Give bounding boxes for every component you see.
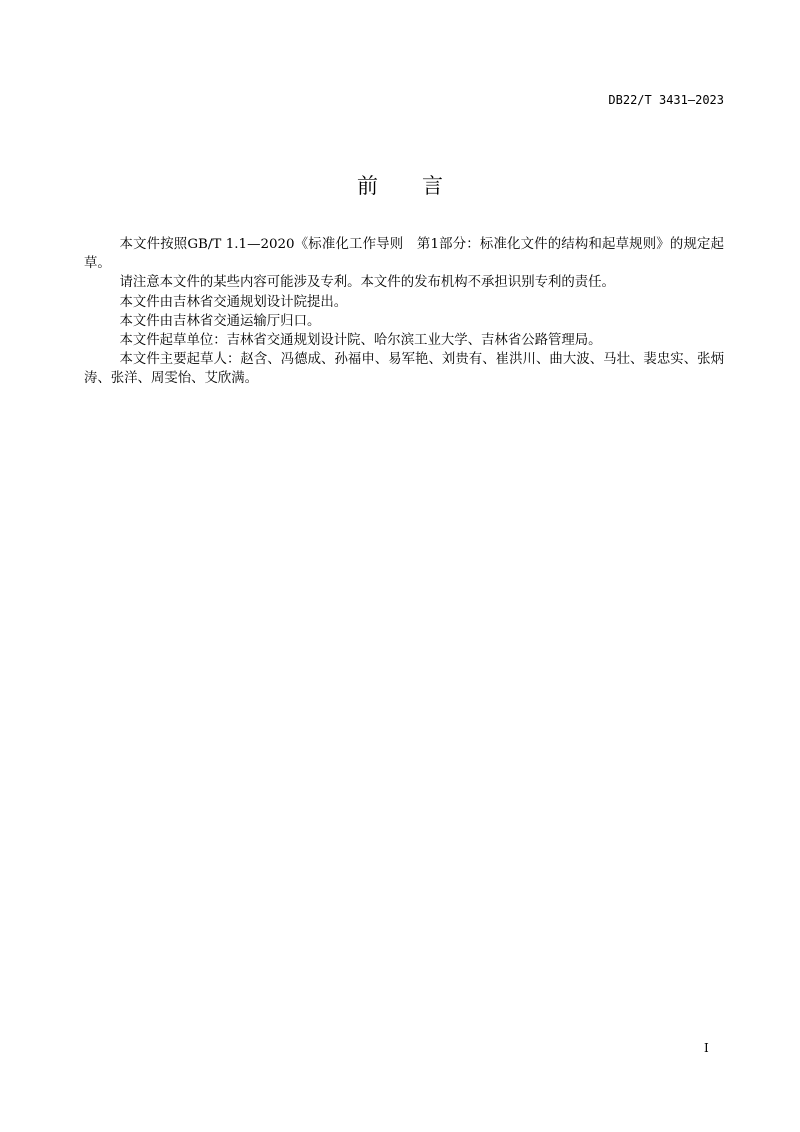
paragraph-main-drafters: 本文件主要起草人：赵含、冯德成、孙福申、易军艳、刘贵有、崔洪川、曲大波、马壮、裴忠实、张炳涛、张洋、周雯怡、艾欣满。 bbox=[84, 352, 724, 387]
paragraph-administrator: 本文件由吉林省交通运输厅归口。 bbox=[119, 313, 321, 329]
title-char-1: 前 bbox=[357, 174, 378, 198]
paragraph-proposer: 本文件由吉林省交通规划设计院提出。 bbox=[119, 294, 348, 310]
paragraph-drafting-rules: 本文件按照GB/T 1.1—2020《标准化工作导则 第1部分：标准化文件的结构和起草规则》的规定起草。 bbox=[84, 237, 724, 272]
document-code: DB22/T 3431—2023 bbox=[608, 93, 724, 107]
paragraph-drafting-units: 本文件起草单位：吉林省交通规划设计院、哈尔滨工业大学、吉林省公路管理局。 bbox=[119, 333, 602, 349]
title-char-2: 言 bbox=[422, 174, 443, 198]
foreword-body bbox=[84, 235, 724, 389]
page-title bbox=[0, 170, 800, 200]
page-number: I bbox=[704, 1041, 709, 1055]
paragraph-patent-notice: 请注意本文件的某些内容可能涉及专利。本文件的发布机构不承担识别专利的责任。 bbox=[119, 275, 615, 291]
